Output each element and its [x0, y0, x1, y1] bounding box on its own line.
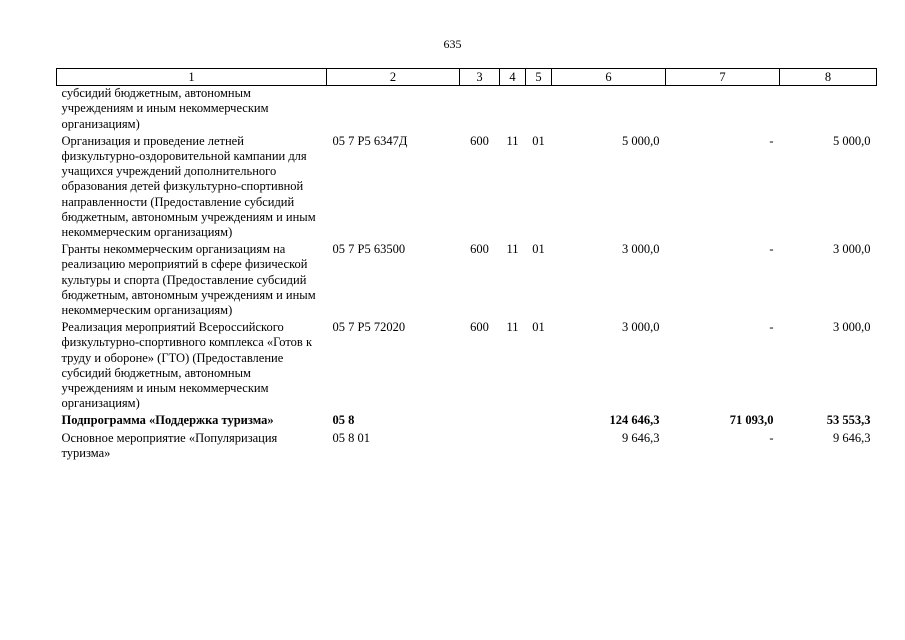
table-row [57, 431, 877, 463]
column-header-3: 3 [460, 69, 500, 86]
table-row [57, 86, 877, 134]
column-header-6: 6 [552, 69, 666, 86]
table-body [57, 86, 877, 463]
column-header-2: 2 [327, 69, 460, 86]
row-name-cell: Реализация мероприятий Всероссийского физкультурно-спортивного комплекса «Готов к труду и обороне» (ГТО) (Предоставление субсидий бюджетным, автономным учреждениям и иным некоммерческим организациям) [61, 320, 313, 411]
row-subsection-cell [526, 413, 552, 430]
column-header-1: 1 [57, 69, 327, 86]
column-number-row [57, 69, 877, 86]
table-row [57, 413, 877, 430]
row-regional-cell: 3 000,0 [833, 320, 871, 335]
page-number: 635 [443, 37, 462, 51]
row-code-cell: 05 7 Р5 63500 [332, 242, 406, 257]
row-name-cell: Основное мероприятие «Популяризация туризма» [61, 430, 278, 460]
row-code-cell: 05 8 [332, 413, 355, 428]
row-subsection-cell: 01 [532, 242, 545, 257]
row-total-cell: 124 646,3 [609, 413, 660, 428]
row-subsection-cell: 01 [532, 133, 545, 148]
row-name-cell: субсидий бюджетным, автономным учреждениям и иным некоммерческим организациям) [61, 86, 269, 131]
row-subsection-cell [526, 86, 552, 134]
row-federal-cell: - [769, 242, 774, 257]
row-expense-type-cell [460, 86, 500, 134]
row-total-cell: 9 646,3 [622, 430, 660, 445]
row-federal-cell [666, 86, 780, 134]
column-header-5: 5 [526, 69, 552, 86]
row-code-cell: 05 8 01 [332, 430, 370, 445]
row-subsection-cell [526, 431, 552, 463]
table-row [57, 242, 877, 320]
row-section-cell [500, 86, 526, 134]
row-regional-cell: 53 553,3 [826, 413, 871, 428]
row-regional-cell: 9 646,3 [833, 430, 871, 445]
row-federal-cell: - [769, 133, 774, 148]
row-section-cell [500, 413, 526, 430]
column-header-4: 4 [500, 69, 526, 86]
row-federal-cell: 71 093,0 [729, 413, 774, 428]
column-header-8: 8 [780, 69, 877, 86]
budget-table [56, 68, 877, 463]
row-code-cell [327, 86, 460, 134]
row-regional-cell: 3 000,0 [833, 242, 871, 257]
row-expense-type-cell: 600 [470, 320, 489, 335]
table-row [57, 320, 877, 413]
row-expense-type-cell: 600 [470, 133, 489, 148]
row-total-cell [552, 86, 666, 134]
column-header-7: 7 [666, 69, 780, 86]
row-section-cell [500, 431, 526, 463]
table-row [57, 134, 877, 242]
row-section-cell: 11 [506, 133, 519, 148]
row-section-cell: 11 [506, 320, 519, 335]
row-name-cell: Подпрограмма «Поддержка туризма» [61, 413, 274, 428]
row-federal-cell: - [769, 430, 774, 445]
row-expense-type-cell [460, 431, 500, 463]
row-federal-cell: - [769, 320, 774, 335]
row-expense-type-cell: 600 [470, 242, 489, 257]
row-regional-cell [780, 86, 877, 134]
row-total-cell: 3 000,0 [622, 320, 660, 335]
row-name-cell: Гранты некоммерческим организациям на реализацию мероприятий в сфере физической культуры и спорта (Предоставление субсидий бюджетным, автономным учреждениям и иным некоммерческим организациям) [61, 242, 316, 318]
row-total-cell: 5 000,0 [622, 133, 660, 148]
row-total-cell: 3 000,0 [622, 242, 660, 257]
row-subsection-cell: 01 [532, 320, 545, 335]
row-code-cell: 05 7 Р5 72020 [332, 320, 406, 335]
row-section-cell: 11 [506, 242, 519, 257]
row-expense-type-cell [460, 413, 500, 430]
row-regional-cell: 5 000,0 [833, 133, 871, 148]
row-name-cell: Организация и проведение летней физкультурно-оздоровительной кампании для учащихся учреждений дополнительного образования детей физкультурно-спортивной направленности (Предоставление субсидий бюджетным, автономным учреждениям и иным некоммерческим организациям) [61, 133, 316, 240]
row-code-cell: 05 7 Р5 6347Д [332, 133, 408, 148]
